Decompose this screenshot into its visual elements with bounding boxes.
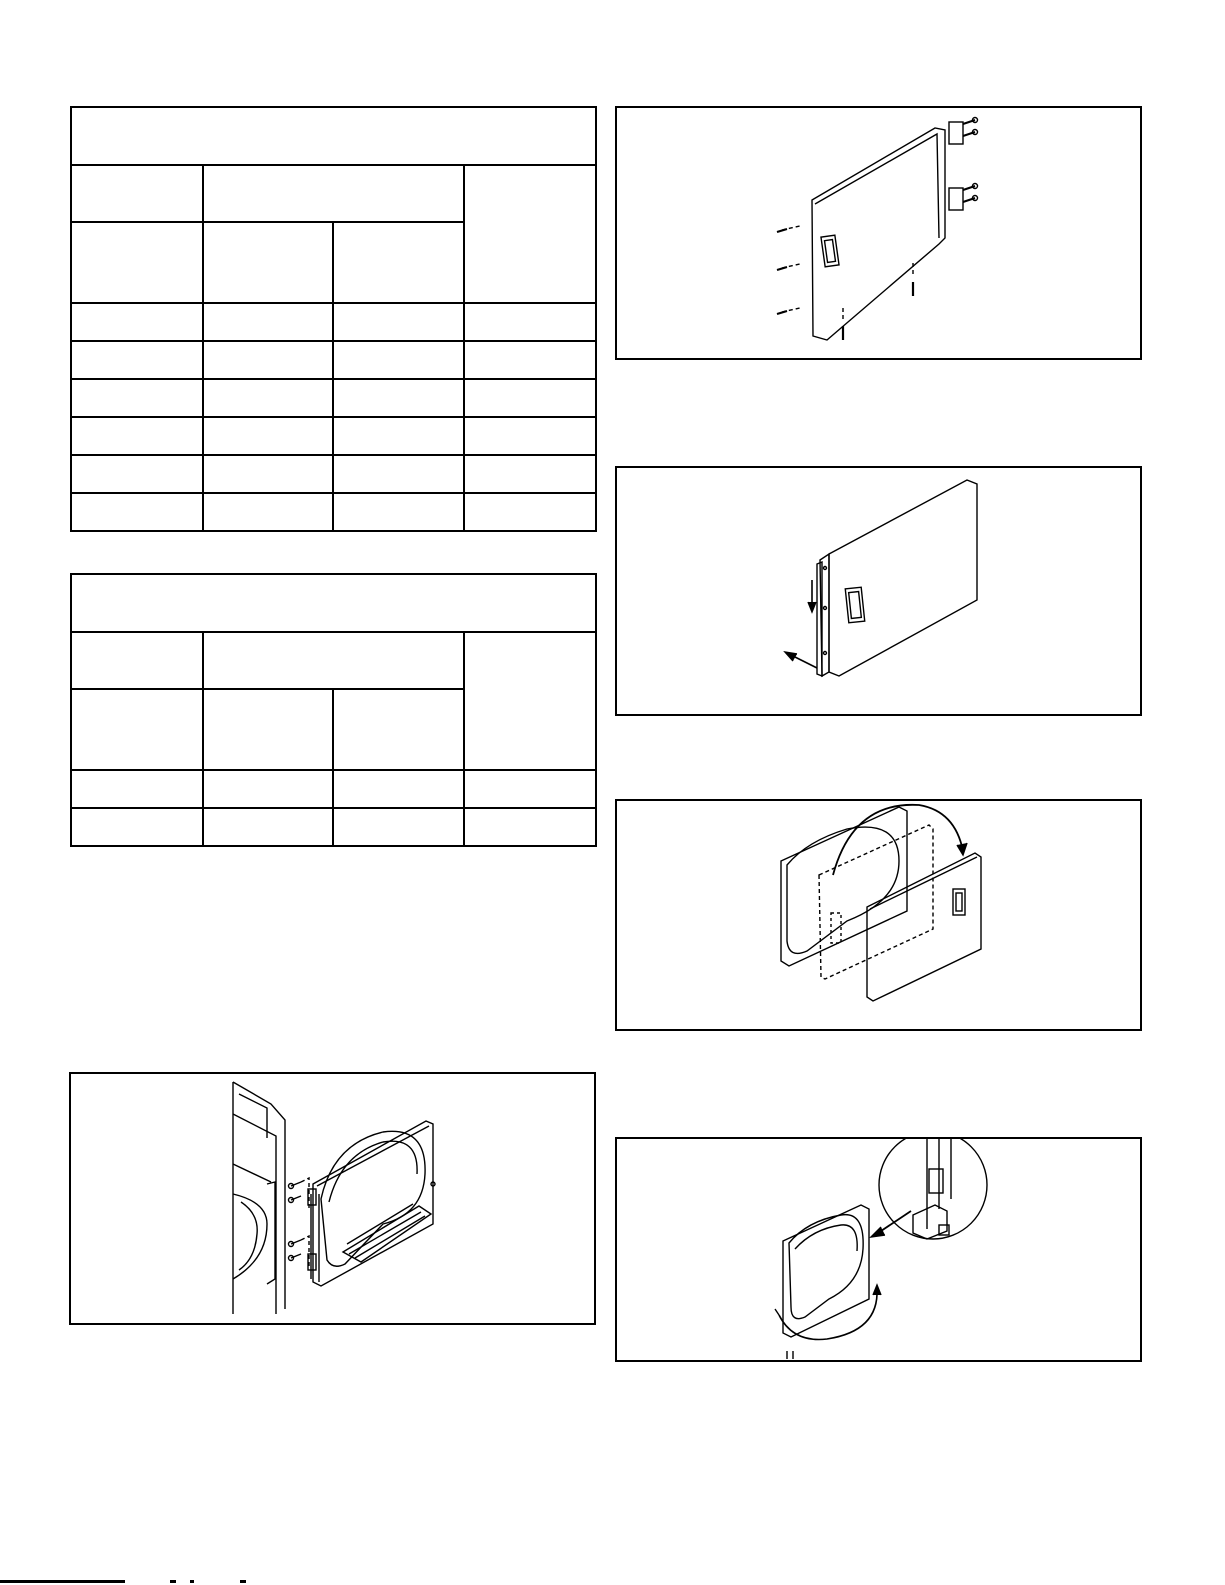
page-footer-fragment: [0, 1576, 260, 1585]
table-cell: [333, 455, 464, 493]
table-header-cell: [71, 222, 203, 303]
table-header-cell: [464, 165, 596, 303]
table-cell: [71, 493, 203, 531]
door-hinge-reinstall-icon: [617, 1139, 1140, 1360]
table-cell: [71, 379, 203, 417]
table-cell: [464, 303, 596, 341]
table-header-cell: [71, 632, 203, 689]
table-cell: [464, 770, 596, 808]
table-cell: [333, 379, 464, 417]
table-cell: [464, 379, 596, 417]
table-cell: [464, 808, 596, 846]
table-cell: [464, 493, 596, 531]
table-cell: [203, 770, 333, 808]
table-title: [71, 107, 596, 165]
table-cell: [333, 417, 464, 455]
table-header-cell: [71, 689, 203, 770]
figure-door-hinge-reinstall: [615, 1137, 1142, 1362]
table-cell: [333, 493, 464, 531]
table-cell: [333, 303, 464, 341]
door-panel-slide-icon: [617, 468, 1140, 714]
table-header-cell: [333, 689, 464, 770]
dryer-door-removal-icon: [71, 1074, 594, 1323]
table-cell: [464, 417, 596, 455]
table-cell: [333, 341, 464, 379]
figure-door-panel-screws: [615, 106, 1142, 360]
spec-table-2: [70, 573, 597, 847]
table-header-cell: [203, 632, 464, 689]
table-cell: [333, 808, 464, 846]
table-header-cell: [333, 222, 464, 303]
table-cell: [71, 455, 203, 493]
table-cell: [203, 379, 333, 417]
table-header-cell: [71, 165, 203, 222]
table-header-cell: [203, 689, 333, 770]
table-cell: [71, 303, 203, 341]
table-cell: [71, 770, 203, 808]
door-panel-flip-icon: [617, 801, 1140, 1029]
table-cell: [203, 808, 333, 846]
figure-door-panel-flip: [615, 799, 1142, 1031]
table-cell: [333, 770, 464, 808]
table-title: [71, 574, 596, 632]
table-cell: [464, 455, 596, 493]
table-cell: [203, 417, 333, 455]
table-cell: [71, 808, 203, 846]
table-cell: [203, 455, 333, 493]
table-header-cell: [464, 632, 596, 770]
table-cell: [203, 493, 333, 531]
figure-door-panel-slide: [615, 466, 1142, 716]
table-header-cell: [203, 222, 333, 303]
table-header-cell: [203, 165, 464, 222]
table-cell: [71, 341, 203, 379]
table-cell: [203, 341, 333, 379]
figure-door-removal: [69, 1072, 596, 1325]
table-cell: [203, 303, 333, 341]
door-panel-screws-icon: [617, 108, 1140, 358]
table-cell: [464, 341, 596, 379]
spec-table-1: [70, 106, 597, 532]
table-cell: [71, 417, 203, 455]
